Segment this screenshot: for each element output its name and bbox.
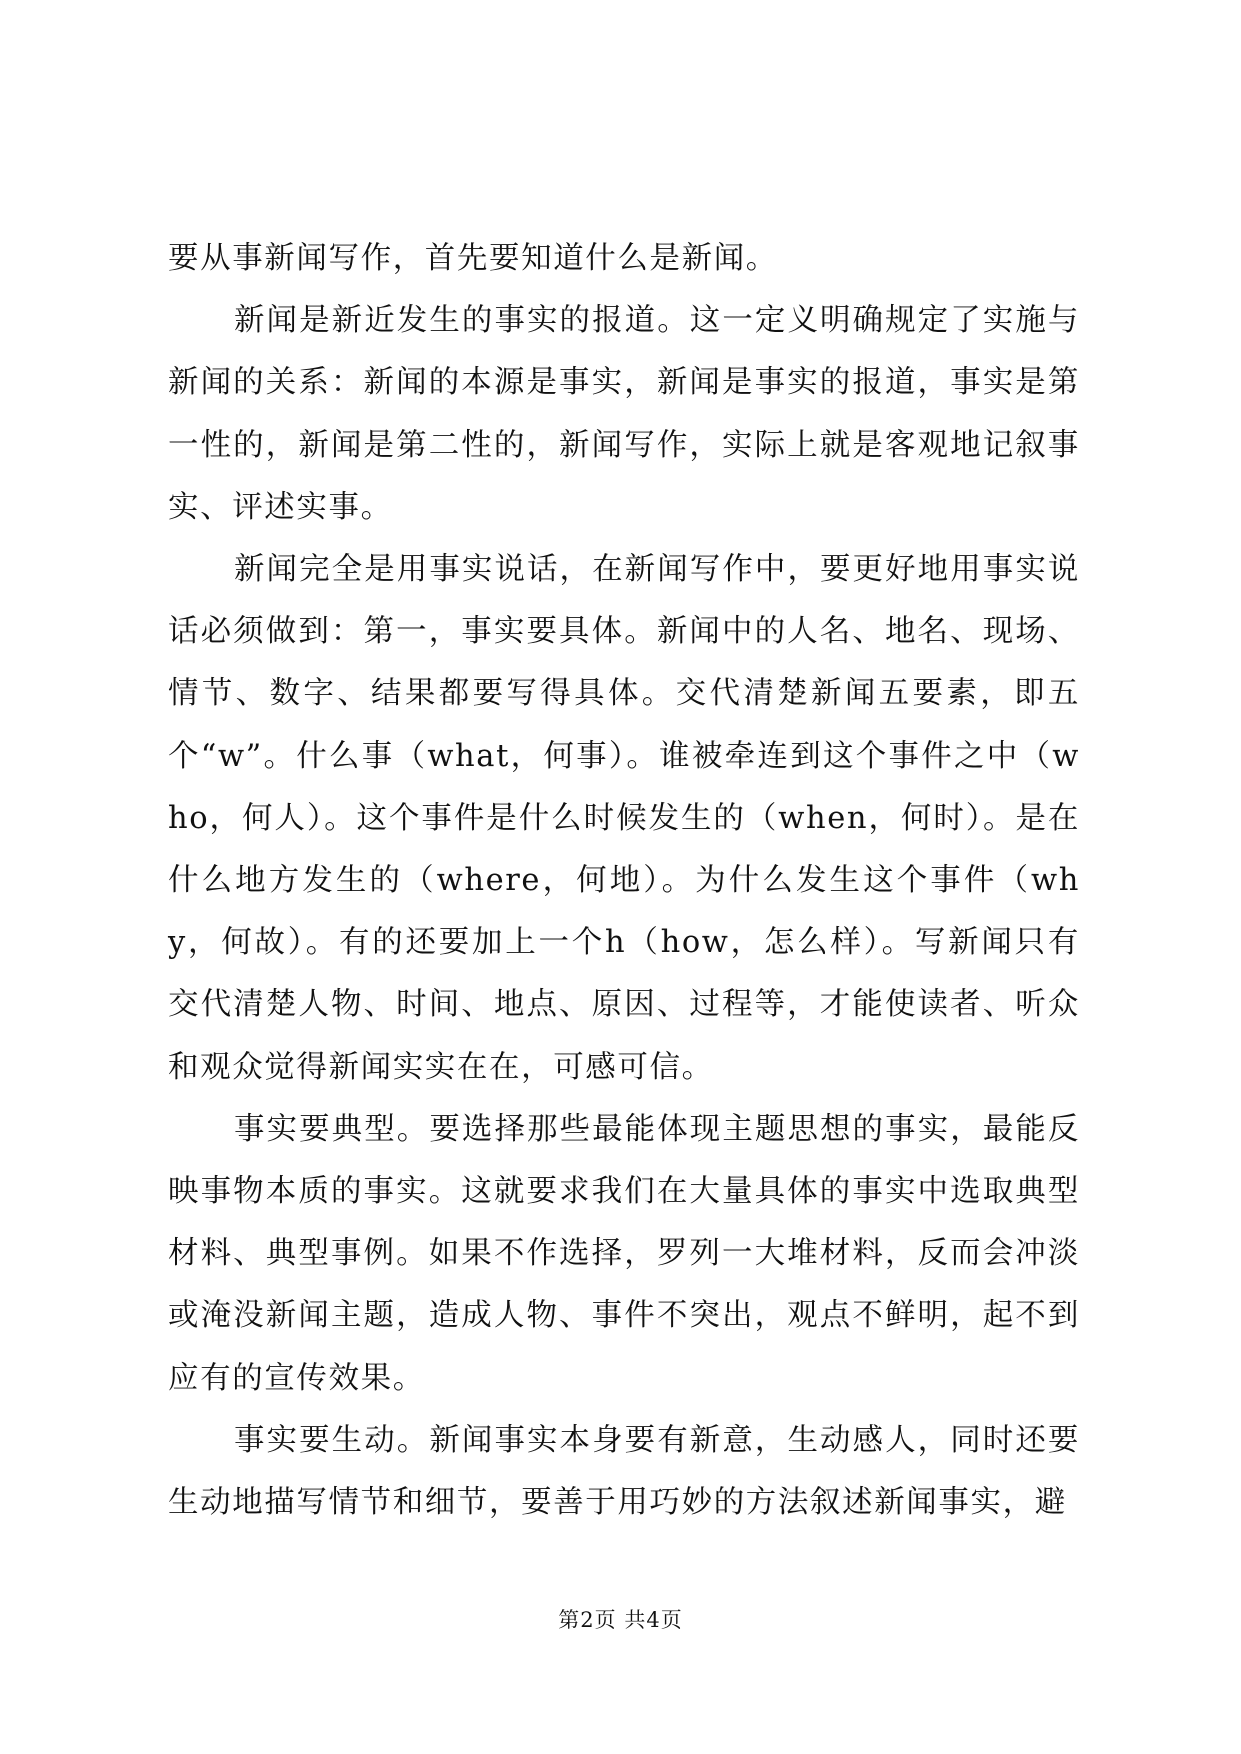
paragraph-intro: 要从事新闻写作，首先要知道什么是新闻。	[168, 241, 778, 276]
body-text	[168, 228, 1080, 1534]
paragraph-vivid-facts: 事实要生动。新闻事实本身要有新意，生动感人，同时还要生动地描写情节和细节，要善于用巧妙的方法叙述新闻事实，避	[168, 1422, 1080, 1521]
paragraph-definition: 新闻是新近发生的事实的报道。这一定义明确规定了实施与新闻的关系：新闻的本源是事实，新闻是事实的报道，事实是第一性的，新闻是第二性的，新闻写作，实际上就是客观地记叙事实、评述实事。	[168, 303, 1080, 525]
paragraph-concrete-facts: 新闻完全是用事实说话，在新闻写作中，要更好地用事实说话必须做到：第一，事实要具体。新闻中的人名、地名、现场、情节、数字、结果都要写得具体。交代清楚新闻五要素，即五个“w”。什么事（what，何事）。谁被牵连到这个事件之中（who，何人）。这个事件是什么时候发生的（when，何时）。是在什么地方发生的（where，何地）。为什么发生这个事件（why，何故）。有的还要加上一个h（how，怎么样）。写新闻只有交代清楚人物、时间、地点、原因、过程等，才能使读者、听众和观众觉得新闻实实在在，可感可信。	[168, 552, 1080, 1085]
page-footer: 第2页 共4页	[558, 1608, 683, 1632]
paragraph-typical-facts: 事实要典型。要选择那些最能体现主题思想的事实，最能反映事物本质的事实。这就要求我们在大量具体的事实中选取典型材料、典型事例。如果不作选择，罗列一大堆材料，反而会冲淡或淹没新闻主题，造成人物、事件不突出，观点不鲜明，起不到应有的宣传效果。	[168, 1111, 1080, 1396]
